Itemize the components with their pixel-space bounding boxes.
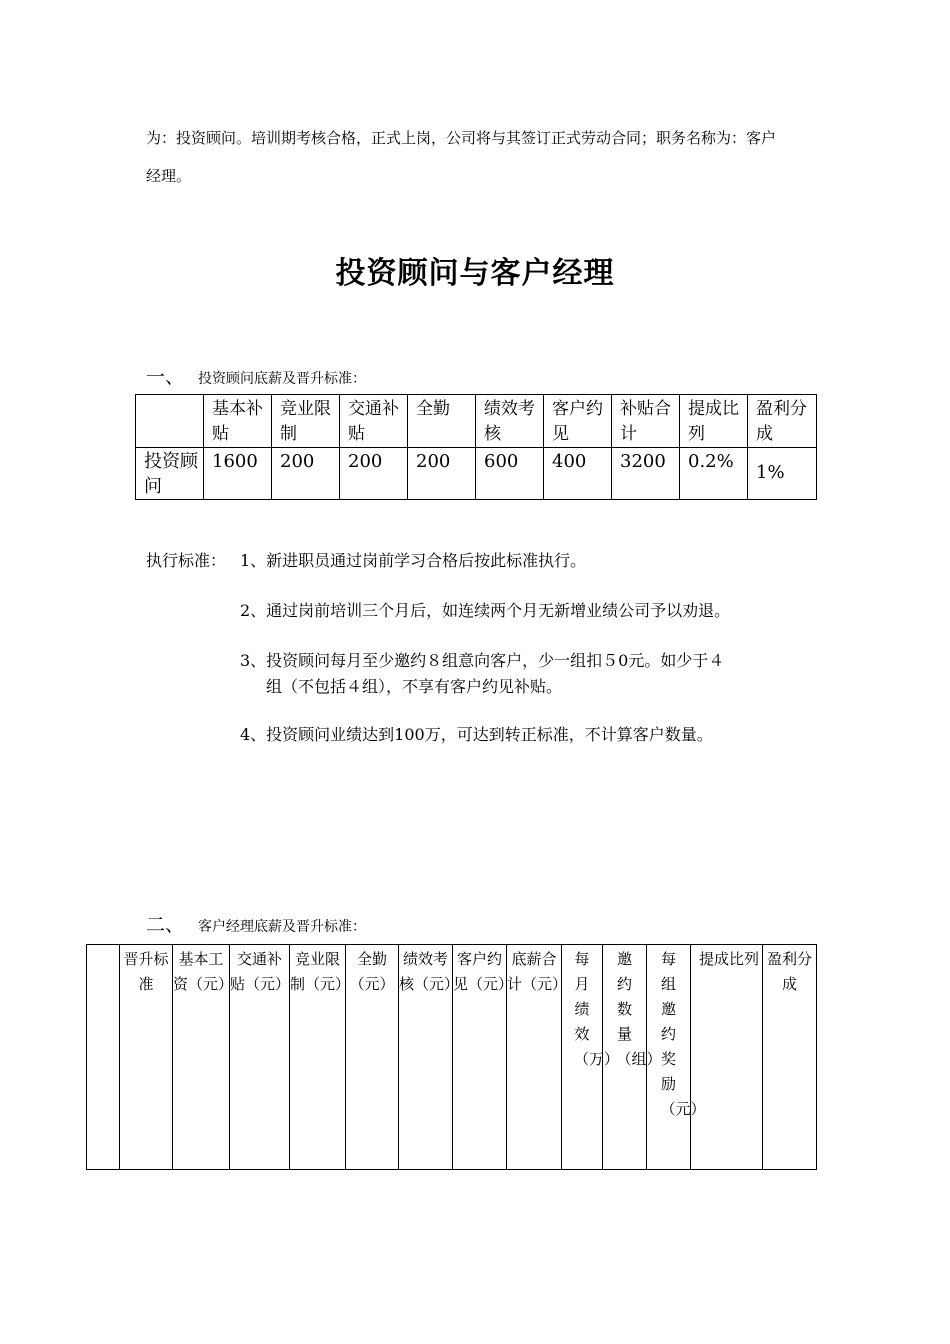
data-cell: 600 [476,448,544,500]
table-row [136,448,817,500]
page-title: 投资顾问与客户经理 [335,256,615,291]
intro-line-2: 经理。 [146,167,192,185]
header-cell: 提成比列 [680,395,748,448]
header-cell: 全勤 [408,395,476,448]
header-cell: 竞业限制 [272,395,340,448]
data-cell: 400 [544,448,612,500]
section1-heading [146,362,366,389]
row-label-cell: 投资顾问 [136,448,204,500]
header-cell: 底薪合计（元） [507,945,562,1170]
header-cell: 盈利分成 [748,395,817,448]
header-cell-text: 每组邀约奖励（元） [660,950,706,1118]
header-cell-vertical [562,945,620,1170]
header-cell: 基本工资（元） [173,945,230,1170]
header-cell-empty [136,395,204,448]
header-cell: 客户约见（元） [453,945,507,1170]
header-cell: 补贴合计 [612,395,680,448]
header-cell: 绩效考核（元） [399,945,453,1170]
header-cell: 提成比列 [691,945,763,1170]
data-cell: 200 [408,448,476,500]
section2-number: 二、 [146,914,185,936]
table-header-row [136,395,817,448]
standard-item-3-cont: 组（不包括４组），不享有客户约见补贴。 [266,677,563,696]
header-cell-empty [87,945,120,1170]
manager-salary-table [86,944,817,1170]
table-header-row [87,945,817,1170]
header-cell-text: 每月绩效（万） [574,950,620,1068]
data-cell: 3200 [612,448,680,500]
standard-item-1: 1、新进职员通过岗前学习合格后按此标准执行。 [240,551,587,570]
section2-heading [146,910,366,937]
header-cell-text: 邀约数量（组） [616,950,662,1068]
header-cell: 竞业限制（元） [290,945,346,1170]
header-cell: 盈利分成 [763,945,817,1170]
header-cell: 绩效考核 [476,395,544,448]
header-cell: 客户约见 [544,395,612,448]
header-cell: 全勤（元） [346,945,399,1170]
data-cell: 200 [272,448,340,500]
standard-item-4: 4、投资顾问业绩达到100万，可达到转正标准，不计算客户数量。 [240,725,713,744]
data-cell: 0.2% [680,448,748,500]
header-cell: 交通补贴 [340,395,408,448]
standards-label: 执行标准： [146,551,227,570]
standard-item-3: 3、投资顾问每月至少邀约８组意向客户，少一组扣５0元。如少于４ [240,651,725,670]
standard-item-2: 2、通过岗前培训三个月后，如连续两个月无新增业绩公司予以劝退。 [240,601,731,620]
header-cell: 交通补贴（元） [230,945,290,1170]
header-cell: 基本补贴 [204,395,272,448]
section1-title: 投资顾问底薪及晋升标准： [198,371,367,387]
header-cell: 晋升标准 [120,945,173,1170]
data-cell: 1600 [204,448,272,500]
data-cell: 1% [748,448,817,500]
section2-title: 客户经理底薪及晋升标准： [198,919,367,935]
data-cell: 200 [340,448,408,500]
advisor-salary-table [135,394,817,500]
section1-number: 一、 [146,366,185,388]
intro-line-1: 为：投资顾问。培训期考核合格，正式上岗，公司将与其签订正式劳动合同；职务名称为：客户 [146,129,777,147]
